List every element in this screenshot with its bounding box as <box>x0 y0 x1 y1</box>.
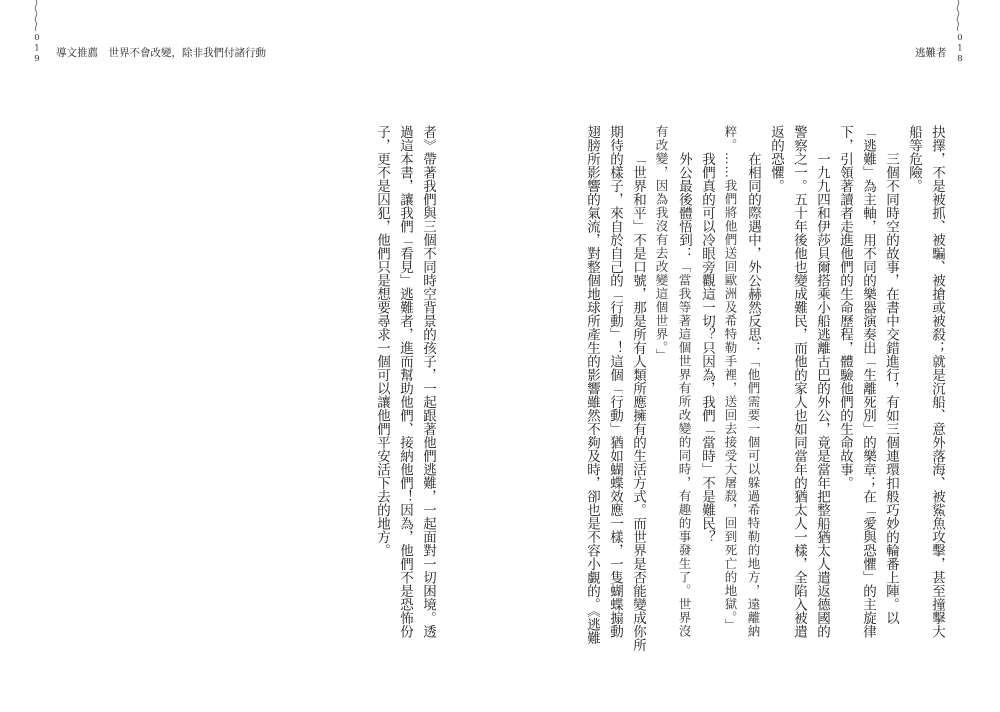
text-column: 返的恐懼。 <box>768 125 784 193</box>
text-column: 警察之一。五十年後他也變成難民，而他的家人也如同當年的猶太人一樣，全陷入被遣 <box>791 125 807 638</box>
page-number: 018 <box>955 33 965 65</box>
text-column: 一九九四和伊莎貝爾搭乘小船逃離古巴的外公，竟是當年把整船猶太人遣返德國的 <box>814 152 830 638</box>
text-column: 過這本書，讓我們「看見」逃難者，進而幫助他們、接納他們！因為，他們不是恐怖份 <box>397 125 413 638</box>
text-column: 子，更不是囚犯，他們只是想要尋求一個可以讓他們平安活下去的地方。 <box>374 125 390 557</box>
text-column: 翅膀所影響的氣流，對整個地球所產生的影響雖然不夠及時，卻也是不容小覷的。《逃難 <box>584 125 600 645</box>
text-column: 船等危險。 <box>906 125 922 193</box>
text-column <box>745 125 761 712</box>
left-page <box>0 0 500 709</box>
ornament-line <box>30 0 42 32</box>
quote-text: 有改變，因為我沒有去改變這個世界。」 <box>654 125 669 362</box>
text-column: 「世界和平」不是口號，那是所有人類所應擁有的生活方式。而世界是否能變成你所 <box>630 152 646 652</box>
text-column: 下，引領著讀者走進他們的生命歷程，體驗他們的生命故事。 <box>837 125 853 490</box>
quote-text: 「他們需要一個可以躲過希特勒的地方，遠離納 <box>746 354 761 638</box>
body-text: 在相同的際遇中，外公赫然反思： <box>745 152 761 355</box>
quote-text: 「當我等著這個世界有所改變的同時，有趣的事發生了。世界沒 <box>677 260 692 638</box>
body-text: 外公最後體悟到： <box>676 152 692 260</box>
running-head: 逃難者 <box>915 47 947 59</box>
running-head: 導文推薦 世界不會改變，除非我們付諸行動 <box>56 47 266 59</box>
text-column: 「逃難」為主軸，用不同的樂器演奏出「生離死別」的樂章；在「愛與恐懼」的主旋律 <box>860 125 876 638</box>
text-column: 抉擇，不是被抓、被騙、被搶或被殺；就是沉船、意外落海、被鯊魚攻擊，甚至撞擊大 <box>929 125 945 638</box>
text-column: 者》帶著我們與三個不同時空背景的孩子，一起跟著他們逃難，一起面對一切困境。透 <box>420 125 436 638</box>
text-column <box>676 125 692 712</box>
text-column: 三個不同時空的故事，在書中交錯進行，有如三個連環扣般巧妙的輪番上陣。以 <box>883 152 899 625</box>
quote-text: 粹。……我們將他們送回歐洲及希特勒手裡，送回去接受大屠殺，回到死亡的地獄。」 <box>723 125 738 632</box>
right-page <box>500 0 1000 709</box>
text-column: 期待的樣子，來自於自己的「行動」！這個「行動」猶如蝴蝶效應一樣，一隻蝴蝶搧動 <box>607 125 623 638</box>
page-number: 019 <box>32 33 42 65</box>
text-column: 我們真的可以冷眼旁觀這一切？只因為，我們「當時」不是難民？ <box>699 152 715 544</box>
ornament-line <box>952 0 964 32</box>
